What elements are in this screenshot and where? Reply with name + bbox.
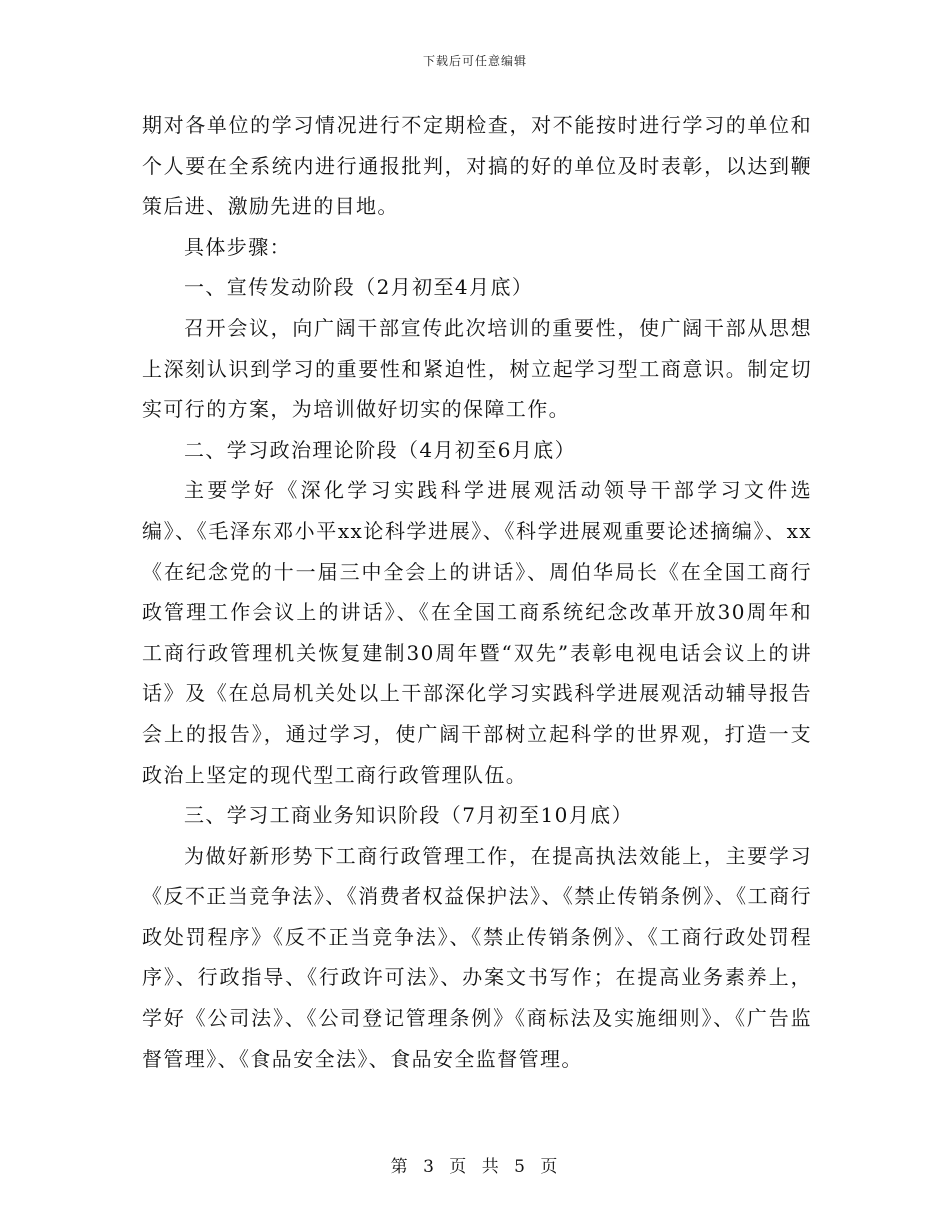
paragraph-stage-one-body: 召开会议，向广阔干部宣传此次培训的重要性，使广阔干部从思想上深刻认识到学习的重要性和紧迫性，树立起学习型工商意识。制定切实可行的方案，为培训做好切实的保障工作。 xyxy=(142,315,812,422)
document-body xyxy=(142,105,812,1079)
paragraph-steps-heading: 具体步骤： xyxy=(184,234,291,259)
paragraph-stage-three-body: 为做好新形势下工商行政管理工作，在提高执法效能上，主要学习《反不正当竞争法》、《消费者权益保护法》、《禁止传销条例》、《工商行政处罚程序》《反不正当竞争法》、《禁止传销条例》、《工商行政处罚程序》、行政指导、《行政许可法》、办案文书写作；在提高业务素养上，学好《公司法》、《公司登记管理条例》《商标法及实施细则》、《广告监督管理》、《食品安全法》、食品安全监督管理。 xyxy=(142,843,812,1071)
paragraph-stage-two-body: 主要学好《深化学习实践科学进展观活动领导干部学习文件选编》、《毛泽东邓小平xx论科学进展》、《科学进展观重要论述摘编》、xx《在纪念党的十一届三中全会上的讲话》、周伯华局长《在全国工商行政管理工作会议上的讲话》、《在全国工商系统纪念改革开放30周年和工商行政管理机关恢复建制30周年暨“双先”表彰电视电话会议上的讲话》及《在总局机关处以上干部深化学习实践科学进展观活动辅导报告会上的报告》，通过学习，使广阔干部树立起科学的世界观，打造一支政治上坚定的现代型工商行政管理队伍。 xyxy=(142,478,812,787)
paragraph-stage-three-heading: 三、学习工商业务知识阶段（7月初至10月底） xyxy=(184,803,633,828)
paragraph-continuation: 期对各单位的学习情况进行不定期检查，对不能按时进行学习的单位和个人要在全系统内进行通报批判，对搞的好的单位及时表彰，以达到鞭策后进、激励先进的目地。 xyxy=(142,113,812,219)
page-number: 第 3 页 共 5 页 xyxy=(390,1157,560,1177)
paragraph-stage-one-heading: 一、宣传发动阶段（2月初至4月底） xyxy=(184,275,534,300)
page-header: 下载后可任意编辑 xyxy=(422,54,527,68)
paragraph-stage-two-heading: 二、学习政治理论阶段（4月初至6月底） xyxy=(184,437,577,462)
